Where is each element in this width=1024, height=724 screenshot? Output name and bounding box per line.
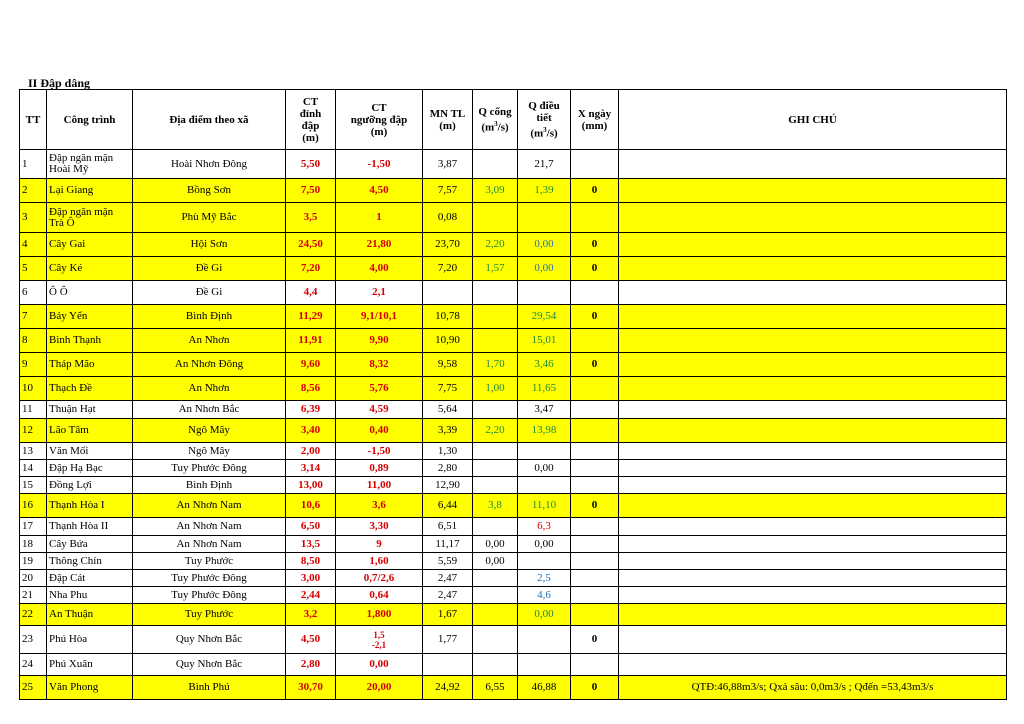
cell-note: QTĐ:46,88m3/s; Qxả sâu: 0,0m3/s ; Qđến =53,43m3/s — [619, 676, 1007, 700]
cell-q-cong — [473, 518, 518, 536]
cell-ct-dinh: 9,60 — [286, 353, 336, 377]
cell-mntl: 24,92 — [423, 676, 473, 700]
cell-ct-dinh: 2,00 — [286, 443, 336, 460]
table-row — [20, 460, 1007, 477]
cell-name: Cây Bứa — [47, 536, 133, 553]
cell-mntl: 1,77 — [423, 626, 473, 654]
cell-q-dieu-tiet: 0,00 — [518, 257, 571, 281]
cell-q-cong: 2,20 — [473, 419, 518, 443]
cell-ct-nguong: 0,7/2,6 — [336, 570, 423, 587]
table-row — [20, 419, 1007, 443]
cell-mntl: 2,80 — [423, 460, 473, 477]
cell-name: Thạch Đề — [47, 377, 133, 401]
cell-q-dieu-tiet — [518, 654, 571, 676]
cell-mntl: 9,58 — [423, 353, 473, 377]
cell-mntl: 7,75 — [423, 377, 473, 401]
cell-mntl: 3,87 — [423, 150, 473, 179]
cell-tt: 5 — [20, 257, 47, 281]
cell-ct-dinh: 13,00 — [286, 477, 336, 494]
cell-ct-nguong: 5,76 — [336, 377, 423, 401]
cell-tt: 23 — [20, 626, 47, 654]
cell-ct-nguong: 0,89 — [336, 460, 423, 477]
cell-ct-dinh: 3,2 — [286, 604, 336, 626]
cell-ct-dinh: 3,14 — [286, 460, 336, 477]
cell-q-cong: 1,00 — [473, 377, 518, 401]
cell-note — [619, 377, 1007, 401]
cell-x-ngay — [571, 329, 619, 353]
cell-tt: 17 — [20, 518, 47, 536]
cell-name: Thuận Hạt — [47, 401, 133, 419]
dam-table — [19, 89, 1007, 700]
cell-name: Phú Xuân — [47, 654, 133, 676]
cell-q-dieu-tiet: 6,3 — [518, 518, 571, 536]
cell-note — [619, 257, 1007, 281]
cell-note — [619, 179, 1007, 203]
cell-location: Tuy Phước — [133, 553, 286, 570]
cell-mntl: 7,20 — [423, 257, 473, 281]
cell-q-dieu-tiet — [518, 477, 571, 494]
cell-x-ngay — [571, 570, 619, 587]
cell-mntl: 5,59 — [423, 553, 473, 570]
cell-note — [619, 203, 1007, 233]
cell-name: Nha Phu — [47, 587, 133, 604]
cell-name: An Thuận — [47, 604, 133, 626]
cell-mntl: 6,51 — [423, 518, 473, 536]
header-mntl: MN TL (m) — [423, 90, 473, 150]
cell-name: Thạnh Hòa I — [47, 494, 133, 518]
cell-mntl: 7,57 — [423, 179, 473, 203]
cell-x-ngay — [571, 477, 619, 494]
cell-location: Bồng Sơn — [133, 179, 286, 203]
cell-location: Phù Mỹ Bắc — [133, 203, 286, 233]
cell-name: Bảy Yển — [47, 305, 133, 329]
cell-q-cong — [473, 203, 518, 233]
cell-location: Tuy Phước Đông — [133, 460, 286, 477]
cell-name: Đồng Lợi — [47, 477, 133, 494]
cell-tt: 8 — [20, 329, 47, 353]
cell-x-ngay: 0 — [571, 233, 619, 257]
cell-q-cong — [473, 401, 518, 419]
cell-note — [619, 518, 1007, 536]
cell-x-ngay — [571, 460, 619, 477]
cell-name: Thông Chín — [47, 553, 133, 570]
cell-mntl: 2,47 — [423, 570, 473, 587]
cell-ct-dinh: 10,6 — [286, 494, 336, 518]
cell-x-ngay: 0 — [571, 676, 619, 700]
cell-name: Phú Hòa — [47, 626, 133, 654]
table-row — [20, 353, 1007, 377]
cell-name: Lại Giang — [47, 179, 133, 203]
cell-ct-nguong: 8,32 — [336, 353, 423, 377]
table-row — [20, 257, 1007, 281]
cell-mntl: 12,90 — [423, 477, 473, 494]
cell-q-dieu-tiet: 21,7 — [518, 150, 571, 179]
cell-q-dieu-tiet: 11,65 — [518, 377, 571, 401]
cell-ct-nguong: 1,5 -2,1 — [336, 626, 423, 654]
cell-q-cong — [473, 604, 518, 626]
cell-ct-dinh: 8,56 — [286, 377, 336, 401]
cell-ct-dinh: 6,39 — [286, 401, 336, 419]
cell-q-cong: 3,09 — [473, 179, 518, 203]
cell-x-ngay — [571, 419, 619, 443]
table-row — [20, 570, 1007, 587]
cell-q-cong — [473, 654, 518, 676]
cell-location: Bình Phú — [133, 676, 286, 700]
cell-tt: 20 — [20, 570, 47, 587]
cell-ct-nguong: 1,800 — [336, 604, 423, 626]
cell-ct-nguong: 1 — [336, 203, 423, 233]
cell-x-ngay — [571, 654, 619, 676]
cell-location: Đề Gi — [133, 281, 286, 305]
cell-q-dieu-tiet: 11,10 — [518, 494, 571, 518]
cell-q-cong: 3,8 — [473, 494, 518, 518]
cell-tt: 11 — [20, 401, 47, 419]
cell-q-cong — [473, 329, 518, 353]
cell-location: Bình Định — [133, 305, 286, 329]
table-row — [20, 203, 1007, 233]
cell-location: Ngô Mây — [133, 443, 286, 460]
table-row — [20, 604, 1007, 626]
table-row — [20, 401, 1007, 419]
cell-ct-dinh: 2,44 — [286, 587, 336, 604]
cell-x-ngay — [571, 377, 619, 401]
table-row — [20, 654, 1007, 676]
cell-tt: 7 — [20, 305, 47, 329]
cell-ct-dinh: 3,5 — [286, 203, 336, 233]
cell-q-cong — [473, 281, 518, 305]
cell-tt: 16 — [20, 494, 47, 518]
cell-name: Tháp Mão — [47, 353, 133, 377]
cell-x-ngay: 0 — [571, 494, 619, 518]
table-row — [20, 281, 1007, 305]
header-q-dieu-tiet: Q điều tiết $(m^3/s)$ — [518, 90, 571, 150]
cell-x-ngay — [571, 604, 619, 626]
cell-note — [619, 281, 1007, 305]
cell-q-dieu-tiet — [518, 553, 571, 570]
cell-tt: 25 — [20, 676, 47, 700]
table-row — [20, 676, 1007, 700]
cell-note — [619, 654, 1007, 676]
cell-x-ngay — [571, 536, 619, 553]
table-row — [20, 377, 1007, 401]
cell-location: An Nhơn Nam — [133, 494, 286, 518]
table-row — [20, 305, 1007, 329]
cell-mntl: 10,90 — [423, 329, 473, 353]
cell-tt: 21 — [20, 587, 47, 604]
table-row — [20, 150, 1007, 179]
cell-name: Đập Cát — [47, 570, 133, 587]
cell-q-dieu-tiet — [518, 626, 571, 654]
cell-ct-dinh: 3,40 — [286, 419, 336, 443]
cell-name: Thạnh Hòa II — [47, 518, 133, 536]
cell-tt: 13 — [20, 443, 47, 460]
cell-q-dieu-tiet: 0,00 — [518, 460, 571, 477]
cell-mntl: 23,70 — [423, 233, 473, 257]
cell-ct-nguong: 0,64 — [336, 587, 423, 604]
header-ct-dinh: CT đỉnh đập (m) — [286, 90, 336, 150]
cell-x-ngay — [571, 443, 619, 460]
cell-ct-dinh: 7,20 — [286, 257, 336, 281]
cell-mntl — [423, 654, 473, 676]
table-row — [20, 494, 1007, 518]
cell-tt: 3 — [20, 203, 47, 233]
cell-name: Lão Tâm — [47, 419, 133, 443]
cell-location: An Nhơn Bắc — [133, 401, 286, 419]
cell-note — [619, 570, 1007, 587]
cell-name: Đập ngăn mặn Hoài Mỹ — [47, 150, 133, 179]
header-name: Công trình — [47, 90, 133, 150]
cell-location: Quy Nhơn Bắc — [133, 654, 286, 676]
cell-ct-nguong: 9 — [336, 536, 423, 553]
cell-name: Đập ngăn mặn Trà Ô — [47, 203, 133, 233]
header-x-ngay: X ngày (mm) — [571, 90, 619, 150]
cell-ct-dinh: 7,50 — [286, 179, 336, 203]
table-row — [20, 329, 1007, 353]
cell-q-dieu-tiet — [518, 203, 571, 233]
cell-note — [619, 233, 1007, 257]
cell-location: An Nhơn Nam — [133, 536, 286, 553]
cell-tt: 2 — [20, 179, 47, 203]
cell-mntl — [423, 281, 473, 305]
cell-note — [619, 553, 1007, 570]
cell-note — [619, 587, 1007, 604]
cell-location: Ngô Mây — [133, 419, 286, 443]
cell-q-dieu-tiet: 46,88 — [518, 676, 571, 700]
table-row — [20, 626, 1007, 654]
cell-location: An Nhơn Nam — [133, 518, 286, 536]
cell-q-cong — [473, 150, 518, 179]
cell-q-cong — [473, 443, 518, 460]
cell-mntl: 1,67 — [423, 604, 473, 626]
cell-location: Tuy Phước Đông — [133, 587, 286, 604]
cell-name: Cây Gai — [47, 233, 133, 257]
cell-ct-nguong: 9,1/10,1 — [336, 305, 423, 329]
cell-q-cong — [473, 477, 518, 494]
cell-tt: 10 — [20, 377, 47, 401]
cell-mntl: 6,44 — [423, 494, 473, 518]
cell-name: Cây Ké — [47, 257, 133, 281]
cell-note — [619, 460, 1007, 477]
cell-q-cong: 1,57 — [473, 257, 518, 281]
cell-location: Quy Nhơn Bắc — [133, 626, 286, 654]
cell-tt: 15 — [20, 477, 47, 494]
cell-location: An Nhơn Đông — [133, 353, 286, 377]
cell-tt: 4 — [20, 233, 47, 257]
cell-x-ngay — [571, 553, 619, 570]
cell-mntl: 5,64 — [423, 401, 473, 419]
table-row — [20, 179, 1007, 203]
cell-ct-nguong: 0,00 — [336, 654, 423, 676]
cell-x-ngay — [571, 281, 619, 305]
cell-x-ngay: 0 — [571, 179, 619, 203]
cell-q-dieu-tiet: 3,47 — [518, 401, 571, 419]
cell-q-dieu-tiet — [518, 443, 571, 460]
table-row — [20, 587, 1007, 604]
table-row — [20, 477, 1007, 494]
table-row — [20, 536, 1007, 553]
cell-q-dieu-tiet: 0,00 — [518, 536, 571, 553]
cell-q-cong — [473, 626, 518, 654]
header-note: GHI CHÚ — [619, 90, 1007, 150]
cell-x-ngay — [571, 203, 619, 233]
cell-x-ngay: 0 — [571, 305, 619, 329]
cell-ct-nguong: 1,60 — [336, 553, 423, 570]
cell-x-ngay — [571, 587, 619, 604]
cell-x-ngay — [571, 518, 619, 536]
cell-ct-nguong: 0,40 — [336, 419, 423, 443]
cell-ct-nguong: 3,30 — [336, 518, 423, 536]
cell-note — [619, 536, 1007, 553]
cell-ct-nguong: 3,6 — [336, 494, 423, 518]
cell-ct-dinh: 11,29 — [286, 305, 336, 329]
cell-mntl: 1,30 — [423, 443, 473, 460]
cell-q-dieu-tiet: 1,39 — [518, 179, 571, 203]
table-row — [20, 553, 1007, 570]
cell-ct-dinh: 6,50 — [286, 518, 336, 536]
cell-ct-nguong: 21,80 — [336, 233, 423, 257]
table-row — [20, 443, 1007, 460]
cell-q-dieu-tiet: 4,6 — [518, 587, 571, 604]
cell-ct-dinh: 4,50 — [286, 626, 336, 654]
cell-tt: 22 — [20, 604, 47, 626]
cell-ct-nguong: 4,50 — [336, 179, 423, 203]
cell-x-ngay — [571, 401, 619, 419]
cell-ct-dinh: 3,00 — [286, 570, 336, 587]
cell-tt: 9 — [20, 353, 47, 377]
cell-q-cong: 0,00 — [473, 536, 518, 553]
cell-ct-nguong: 9,90 — [336, 329, 423, 353]
cell-x-ngay: 0 — [571, 257, 619, 281]
section-title: II Đập dâng — [28, 76, 91, 90]
header-tt: TT — [20, 90, 47, 150]
cell-name: Bình Thạnh — [47, 329, 133, 353]
cell-q-dieu-tiet: 15,01 — [518, 329, 571, 353]
cell-q-cong — [473, 570, 518, 587]
cell-ct-nguong: 4,00 — [336, 257, 423, 281]
cell-q-dieu-tiet: 29,54 — [518, 305, 571, 329]
cell-tt: 1 — [20, 150, 47, 179]
header-location: Địa điểm theo xã — [133, 90, 286, 150]
cell-name: Văn Mối — [47, 443, 133, 460]
cell-q-cong: 0,00 — [473, 553, 518, 570]
cell-location: Hội Sơn — [133, 233, 286, 257]
cell-ct-dinh: 30,70 — [286, 676, 336, 700]
cell-location: Tuy Phước — [133, 604, 286, 626]
cell-note — [619, 494, 1007, 518]
cell-tt: 14 — [20, 460, 47, 477]
cell-q-cong — [473, 460, 518, 477]
cell-ct-dinh: 5,50 — [286, 150, 336, 179]
cell-ct-nguong: 11,00 — [336, 477, 423, 494]
cell-x-ngay: 0 — [571, 353, 619, 377]
cell-location: Đề Gi — [133, 257, 286, 281]
cell-location: An Nhơn — [133, 329, 286, 353]
cell-tt: 18 — [20, 536, 47, 553]
cell-mntl: 2,47 — [423, 587, 473, 604]
cell-mntl: 0,08 — [423, 203, 473, 233]
cell-x-ngay: 0 — [571, 626, 619, 654]
cell-tt: 24 — [20, 654, 47, 676]
cell-ct-nguong: 20,00 — [336, 676, 423, 700]
cell-tt: 6 — [20, 281, 47, 305]
header-ct-nguong: CT ngưỡng đập (m) — [336, 90, 423, 150]
cell-ct-nguong: 2,1 — [336, 281, 423, 305]
cell-q-cong — [473, 305, 518, 329]
cell-note — [619, 604, 1007, 626]
cell-note — [619, 401, 1007, 419]
cell-q-dieu-tiet: 13,98 — [518, 419, 571, 443]
cell-q-dieu-tiet: 2,5 — [518, 570, 571, 587]
cell-ct-nguong: -1,50 — [336, 150, 423, 179]
cell-name: Ô Ô — [47, 281, 133, 305]
cell-location: Tuy Phước Đông — [133, 570, 286, 587]
cell-mntl: 11,17 — [423, 536, 473, 553]
cell-q-cong: 2,20 — [473, 233, 518, 257]
cell-name: Đập Hạ Bạc — [47, 460, 133, 477]
cell-q-dieu-tiet — [518, 281, 571, 305]
cell-note — [619, 305, 1007, 329]
cell-q-cong — [473, 587, 518, 604]
cell-mntl: 10,78 — [423, 305, 473, 329]
cell-ct-dinh: 13,5 — [286, 536, 336, 553]
table-row — [20, 518, 1007, 536]
cell-location: Bình Định — [133, 477, 286, 494]
cell-q-cong: 6,55 — [473, 676, 518, 700]
cell-name: Văn Phong — [47, 676, 133, 700]
table-row — [20, 233, 1007, 257]
header-row — [20, 90, 1007, 150]
cell-q-dieu-tiet: 0,00 — [518, 604, 571, 626]
cell-note — [619, 477, 1007, 494]
cell-q-cong: 1,70 — [473, 353, 518, 377]
cell-mntl: 3,39 — [423, 419, 473, 443]
cell-note — [619, 419, 1007, 443]
cell-ct-nguong: 4,59 — [336, 401, 423, 419]
cell-ct-dinh: 24,50 — [286, 233, 336, 257]
cell-tt: 19 — [20, 553, 47, 570]
cell-q-dieu-tiet: 3,46 — [518, 353, 571, 377]
cell-location: Hoài Nhơn Đông — [133, 150, 286, 179]
cell-note — [619, 443, 1007, 460]
cell-note — [619, 329, 1007, 353]
cell-location: An Nhơn — [133, 377, 286, 401]
cell-ct-dinh: 4,4 — [286, 281, 336, 305]
cell-note — [619, 353, 1007, 377]
cell-ct-dinh: 8,50 — [286, 553, 336, 570]
cell-q-dieu-tiet: 0,00 — [518, 233, 571, 257]
cell-x-ngay — [571, 150, 619, 179]
cell-note — [619, 150, 1007, 179]
cell-ct-dinh: 2,80 — [286, 654, 336, 676]
cell-note — [619, 626, 1007, 654]
cell-ct-nguong: -1,50 — [336, 443, 423, 460]
cell-ct-dinh: 11,91 — [286, 329, 336, 353]
cell-tt: 12 — [20, 419, 47, 443]
header-q-cong: Q cống $(m^3/s)$ — [473, 90, 518, 150]
